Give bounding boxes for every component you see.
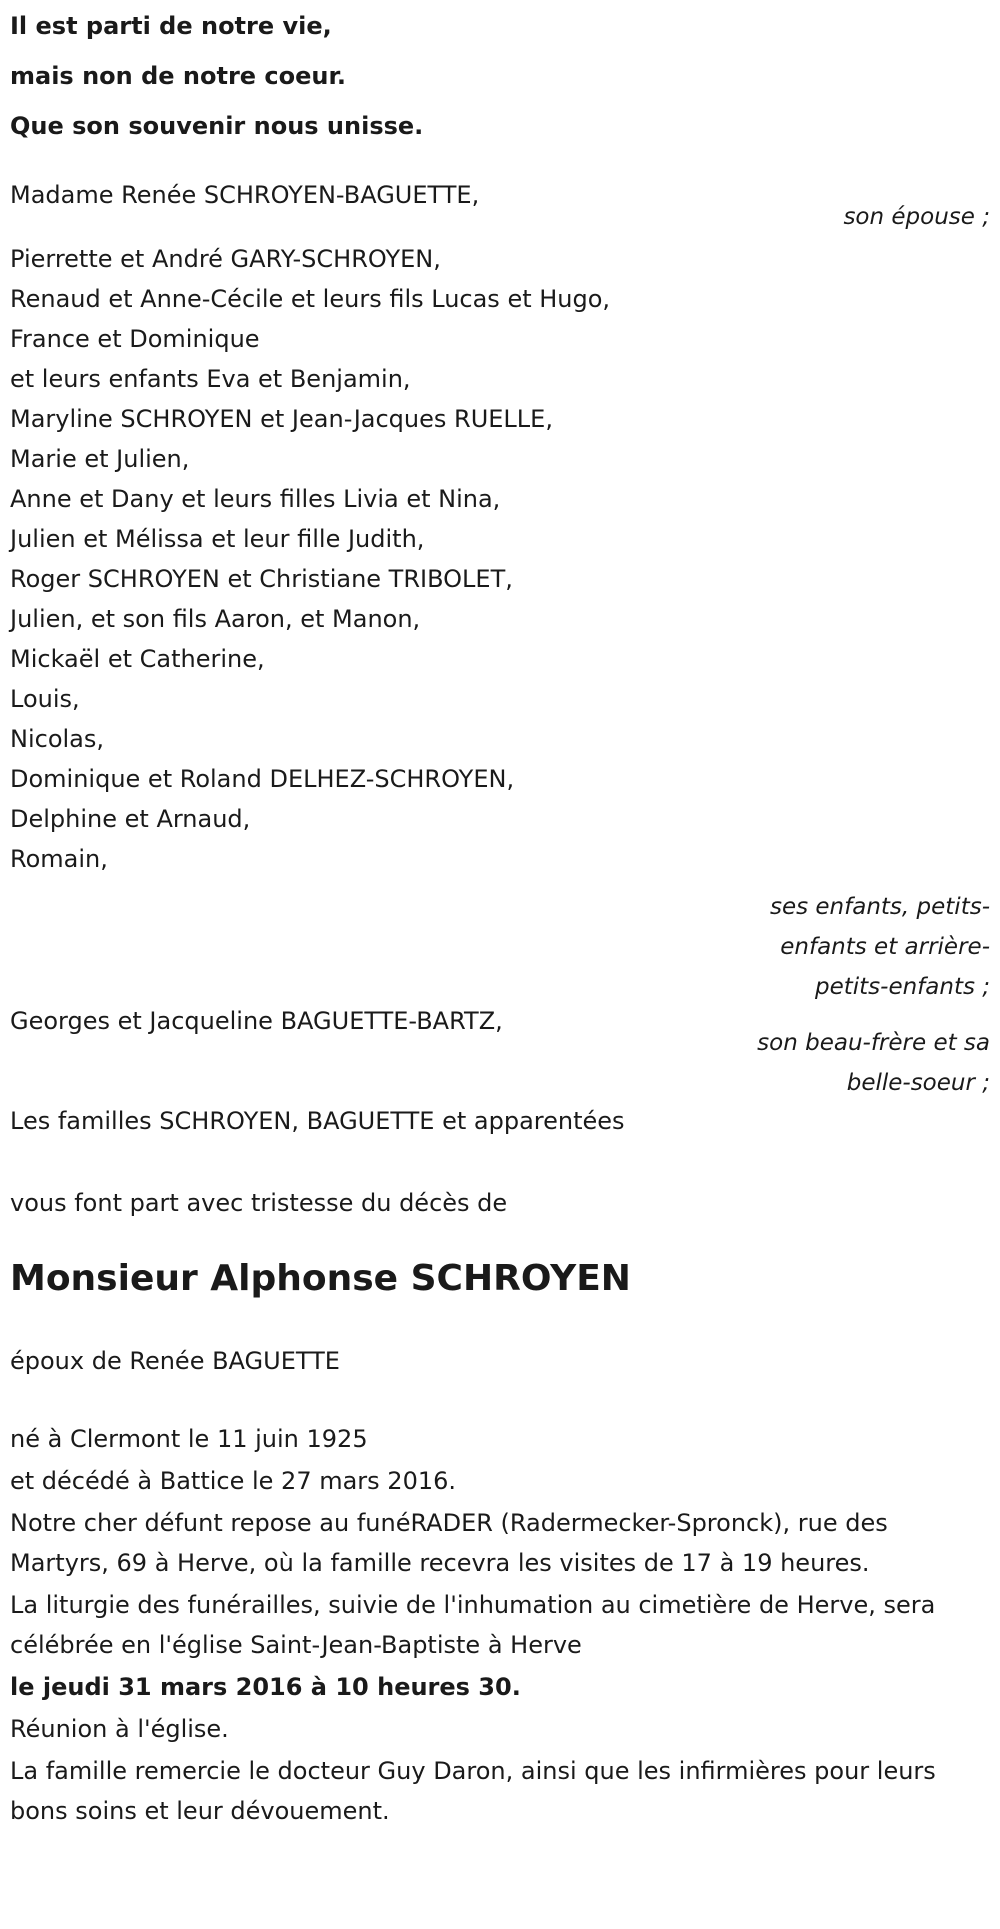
family-line: Delphine et Arnaud,: [10, 805, 251, 833]
family-line: Dominique et Roland DELHEZ-SCHROYEN,: [10, 765, 515, 793]
meeting-line: Réunion à l'église.: [10, 1715, 229, 1743]
announcement-line: vous font part avec tristesse du décès de: [10, 1189, 508, 1217]
family-line: Mickaël et Catherine,: [10, 645, 265, 673]
children-relation: ses enfants, petits- enfants et arrière- petits-enfants ;: [769, 894, 990, 1000]
family-line: Julien et Mélissa et leur fille Judith,: [10, 525, 425, 553]
family-line: Julien, et son fils Aaron, et Manon,: [10, 605, 421, 633]
family-line: Anne et Dany et leurs filles Livia et Nina,: [10, 485, 501, 513]
spouse-relation: son épouse ;: [843, 204, 990, 230]
obituary-notice: [10, 0, 990, 1831]
family-line: Marie et Julien,: [10, 445, 190, 473]
intro-verse: [10, 1, 990, 151]
liturgy-paragraph: La liturgie des funérailles, suivie de l'inhumation au cimetière de Herve, sera célébrée en l'église Saint-Jean-Baptiste à Herve: [10, 1591, 936, 1659]
family-line: Romain,: [10, 845, 108, 873]
spouse-entry: [10, 175, 990, 239]
deceased-name: Monsieur Alphonse SCHROYEN: [10, 1258, 631, 1299]
in-laws-entry: [10, 1001, 990, 1101]
family-line: et leurs enfants Eva et Benjamin,: [10, 365, 411, 393]
family-line: Renaud et Anne-Cécile et leurs fils Lucas et Hugo,: [10, 285, 611, 313]
in-laws-name: Georges et Jacqueline BAGUETTE-BARTZ,: [10, 1007, 503, 1035]
thanks-paragraph: La famille remercie le docteur Guy Daron, ainsi que les infirmières pour leurs bons soins et leur dévouement.: [10, 1757, 936, 1825]
family-line: Roger SCHROYEN et Christiane TRIBOLET,: [10, 565, 513, 593]
families-line: Les familles SCHROYEN, BAGUETTE et apparentées: [10, 1107, 625, 1135]
family-line: Pierrette et André GARY-SCHROYEN,: [10, 245, 441, 273]
death-line: et décédé à Battice le 27 mars 2016.: [10, 1467, 457, 1495]
in-laws-relation: son beau-frère et sa belle-soeur ;: [757, 1030, 990, 1096]
funeral-date: le jeudi 31 mars 2016 à 10 heures 30.: [10, 1673, 521, 1701]
children-list: [10, 239, 990, 879]
spouse-name: Madame Renée SCHROYEN-BAGUETTE,: [10, 181, 480, 209]
family-line: Louis,: [10, 685, 80, 713]
children-entry: [10, 239, 990, 1000]
birth-line: né à Clermont le 11 juin 1925: [10, 1425, 368, 1453]
family-line: France et Dominique: [10, 325, 260, 353]
intro-line: mais non de notre coeur.: [10, 62, 347, 90]
intro-line: Que son souvenir nous unisse.: [10, 112, 424, 140]
spouse-of-line: époux de Renée BAGUETTE: [10, 1347, 340, 1375]
family-line: Maryline SCHROYEN et Jean-Jacques RUELLE,: [10, 405, 553, 433]
rest-paragraph: Notre cher défunt repose au funéRADER (Radermecker-Spronck), rue des Martyrs, 69 à Herve, où la famille recevra les visites de 17 à 19 heures.: [10, 1509, 888, 1577]
family-line: Nicolas,: [10, 725, 105, 753]
intro-line: Il est parti de notre vie,: [10, 12, 332, 40]
